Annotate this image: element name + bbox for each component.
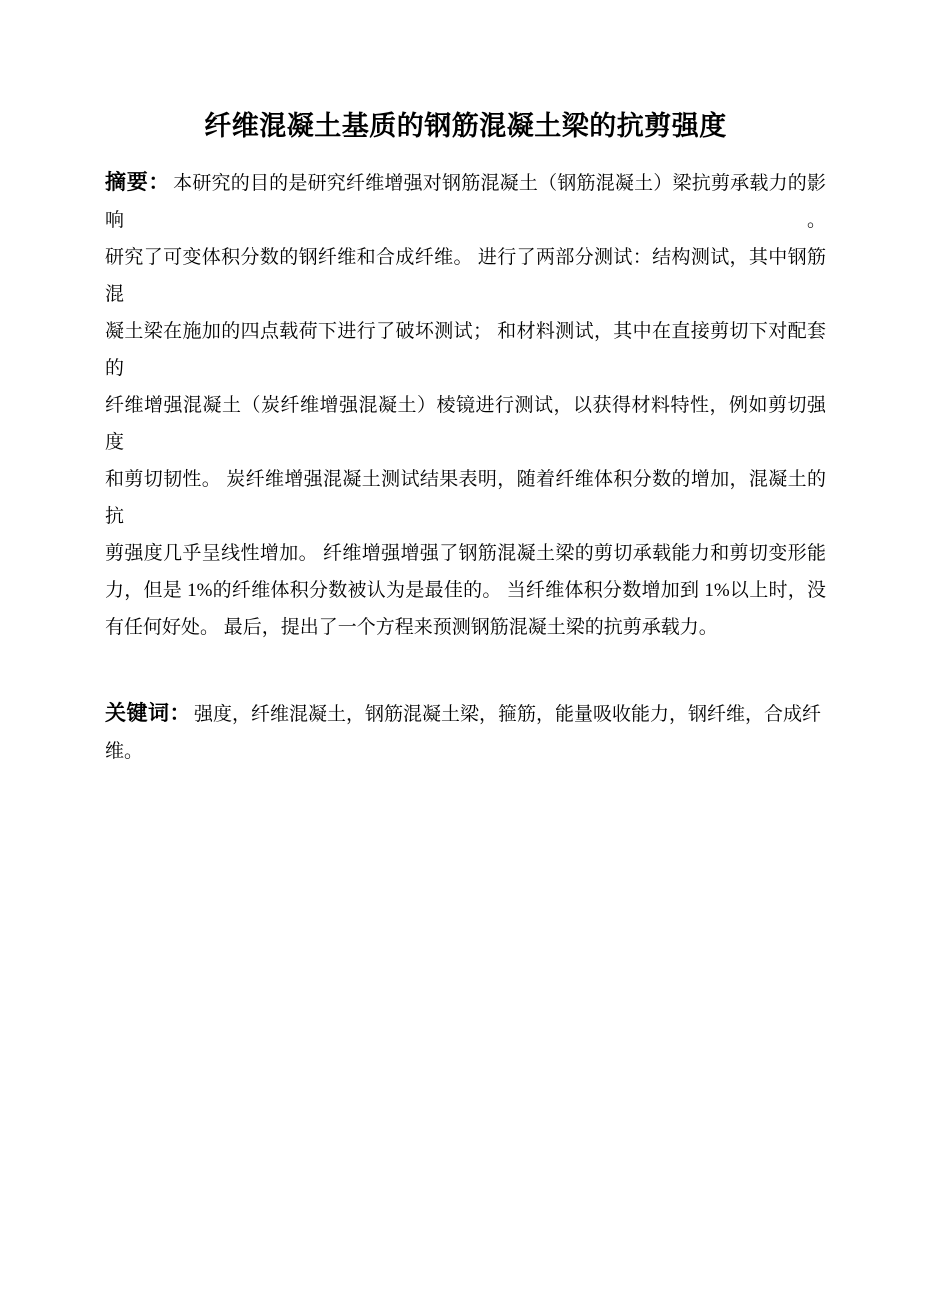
- abstract-line: 和剪切韧性。 炭纤维增强混凝土测试结果表明，随着纤维体积分数的增加，混凝土的抗: [105, 469, 826, 527]
- keywords-text: 强度，纤维混凝土，钢筋混凝土梁，箍筋，能量吸收能力，钢纤维，合成纤维。: [105, 704, 822, 762]
- abstract-line: 纤维增强混凝土（炭纤维增强混凝土）棱镜进行测试，以获得材料特性，例如剪切强度: [105, 395, 826, 453]
- abstract-paragraph: [105, 164, 826, 646]
- keywords-label: 关键词：: [105, 702, 191, 725]
- abstract-line: 凝土梁在施加的四点载荷下进行了破坏测试； 和材料测试，其中在直接剪切下对配套的: [105, 321, 826, 379]
- abstract-line-text: 本研究的目的是研究纤维增强对钢筋混凝土（钢筋混凝土）梁抗剪承载力的影响。: [105, 173, 826, 231]
- keywords-paragraph: [105, 695, 826, 770]
- abstract-line: 有任何好处。 最后，提出了一个方程来预测钢筋混凝土梁的抗剪承载力。: [105, 617, 718, 638]
- abstract-line: 研究了可变体积分数的钢纤维和合成纤维。 进行了两部分测试：结构测试，其中钢筋混: [105, 247, 826, 305]
- abstract-line: [105, 164, 826, 239]
- abstract-line: 力，但是 1%的纤维体积分数被认为是最佳的。 当纤维体积分数增加到 1%以上时，没: [105, 580, 826, 601]
- abstract-label: 摘要：: [105, 171, 171, 194]
- abstract-line: 剪强度几乎呈线性增加。 纤维增强增强了钢筋混凝土梁的剪切承载能力和剪切变形能: [105, 543, 826, 564]
- document-title: 纤维混凝土基质的钢筋混凝土梁的抗剪强度: [204, 111, 727, 141]
